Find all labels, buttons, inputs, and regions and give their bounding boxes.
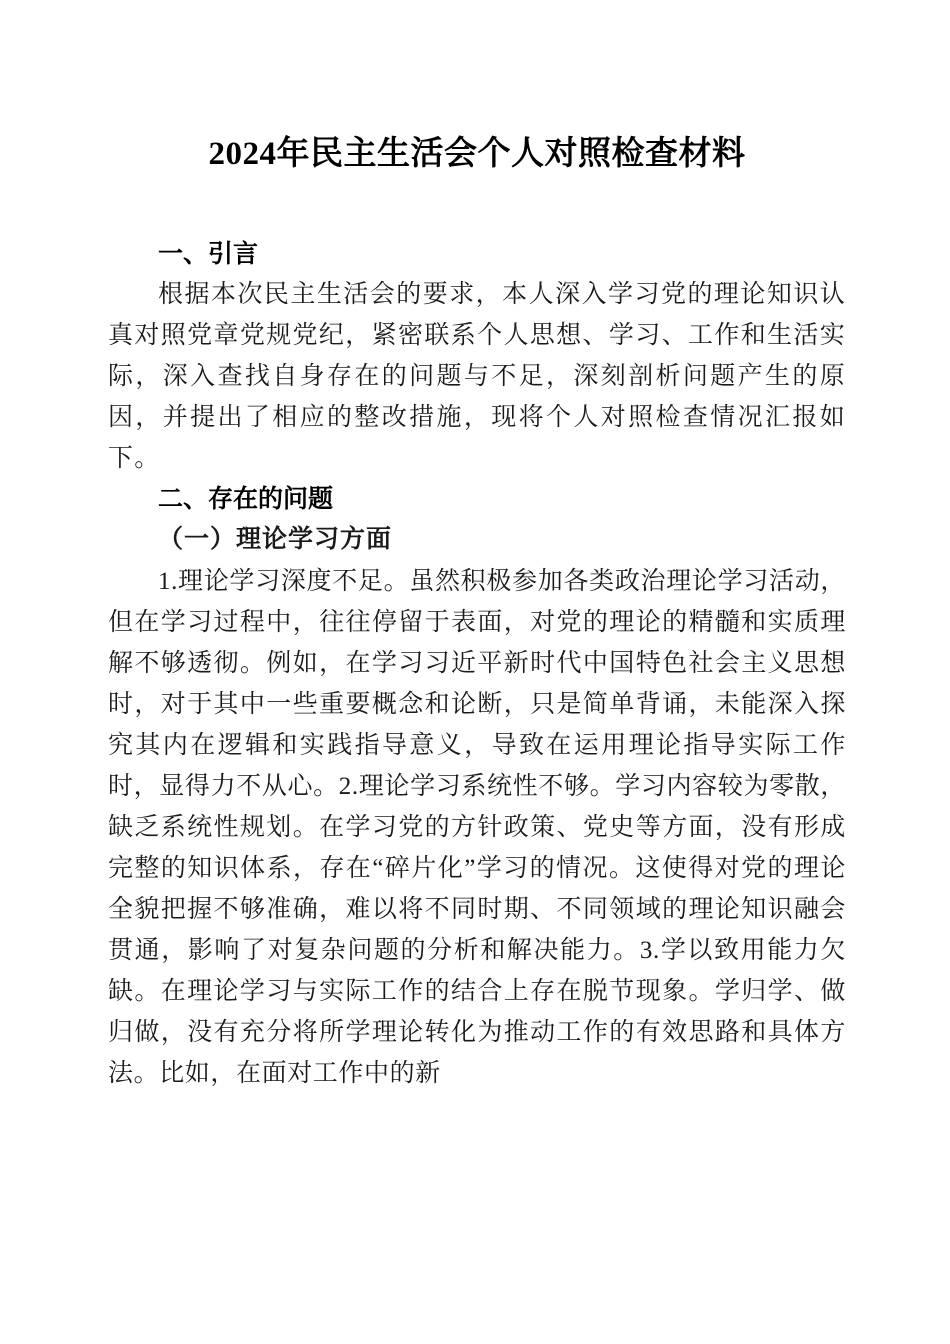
paragraph-theory-study: 1.理论学习深度不足。虽然积极参加各类政治理论学习活动，但在学习过程中，往往停留于表面，对党的理论的精髓和实质理解不够透彻。例如，在学习习近平新时代中国特色社会主义思想时，对于其中一些重要概念和论断，只是简单背诵，未能深入探究其内在逻辑和实践指导意义，导致在运用理论指导实际工作时，显得力不从心。2.理论学习系统性不够。学习内容较为零散，缺乏系统性规划。在学习党的方针政策、党史等方面，没有形成完整的知识体系，存在“碎片化”学习的情况。这使得对党的理论全貌把握不够准确，难以将不同时期、不同领域的理论知识融会贯通，影响了对复杂问题的分析和解决能力。3.学以致用能力欠缺。在理论学习与实际工作的结合上存在脱节现象。学归学、做归做，没有充分将所学理论转化为推动工作的有效思路和具体方法。比如，在面对工作中的新: [108, 568, 846, 1087]
paragraph-introduction: 根据本次民主生活会的要求，本人深入学习党的理论知识认真对照党章党规党纪，紧密联系个人思想、学习、工作和生活实际，深入查找自身存在的问题与不足，深刻剖析问题产生的原因，并提出了相应的整改措施，现将个人对照检查情况汇报如下。: [108, 281, 846, 472]
document-body: [108, 0, 846, 1094]
page-title: 2024年民主生活会个人对照检查材料: [208, 136, 746, 172]
title-spacer: [108, 180, 846, 186]
subsection-heading-theory-study: （一）理论学习方面: [158, 526, 393, 553]
section-heading-introduction: 一、引言: [158, 240, 259, 268]
section-heading-existing-problems: 二、存在的问题: [158, 485, 334, 513]
